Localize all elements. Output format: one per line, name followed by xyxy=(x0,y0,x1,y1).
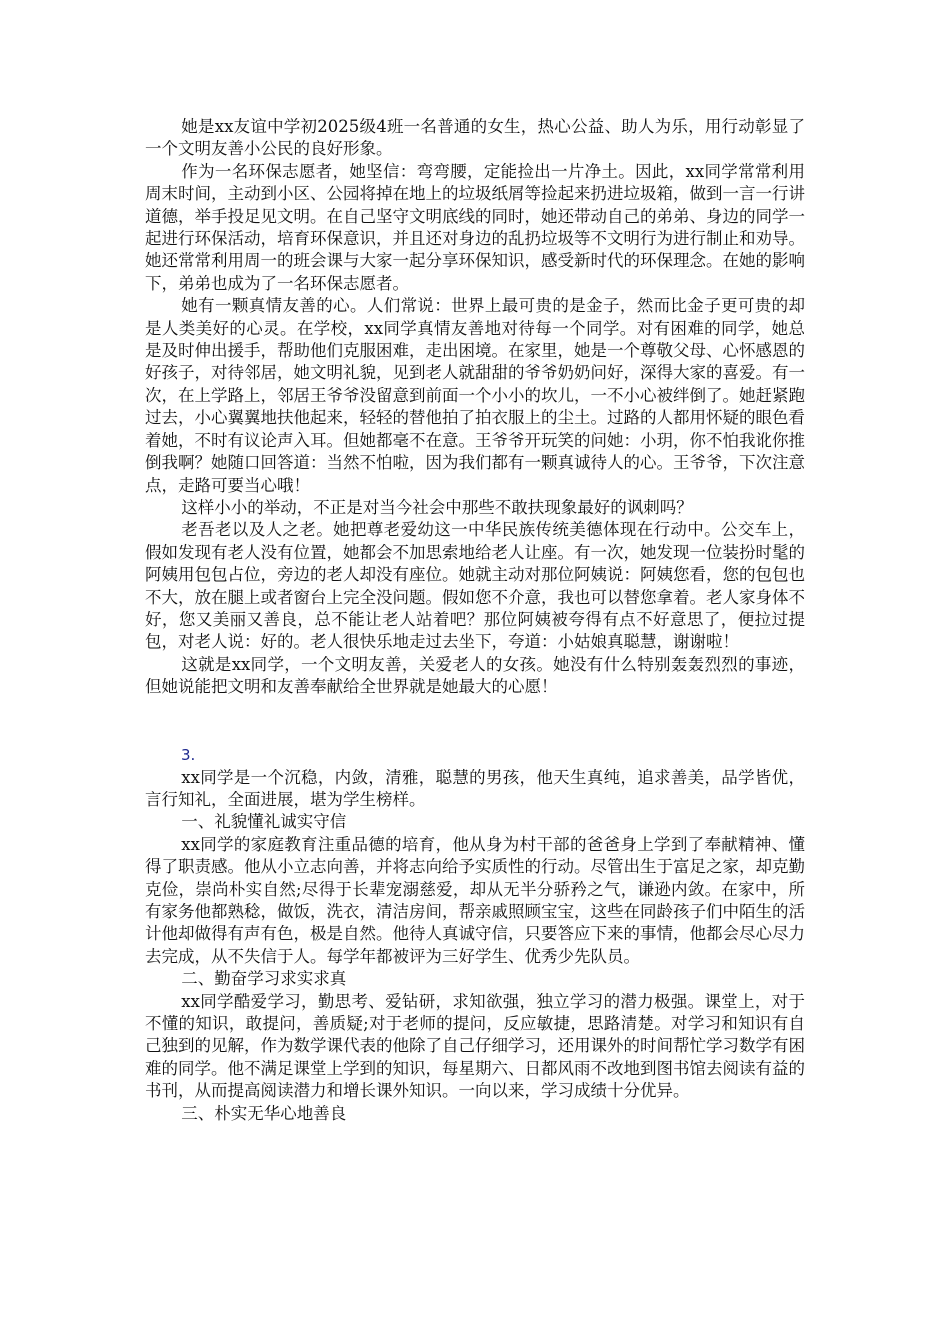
paragraph: 这样小小的举动，不正是对当今社会中那些不敢扶现象最好的讽刺吗？ xyxy=(181,497,693,517)
section-spacer xyxy=(145,699,805,743)
paragraph: xx同学是一个沉稳，内敛，清雅，聪慧的男孩，他天生真纯，追求善美，品学皆优，言行知礼，全面进展，堪为学生榜样。 xyxy=(145,767,805,809)
section-number: 3. xyxy=(181,745,196,764)
subheading: 三、朴实无华心地善良 xyxy=(181,1103,347,1123)
paragraph: xx同学酷爱学习，勤思考、爱钻研，求知欲强，独立学习的潜力极强。课堂上，对于不懂的知识，敢提问，善质疑;对于老师的提问，反应敏捷，思路清楚。对学习和知识有自己独到的见解，作为数学课代表的他除了自己仔细学习，还用课外的时间帮忙学习数学有困难的同学。他不满足课堂上学到的知识，每星期六、日都风雨不改地到图书馆去阅读有益的书刊，从而提高阅读潜力和增长课外知识。一向以来，学习成绩十分优异。 xyxy=(145,991,805,1101)
subheading: 一、礼貌懂礼诚实守信 xyxy=(181,812,347,832)
paragraph: 老吾老以及人之老。她把尊老爱幼这一中华民族传统美德体现在行动中。公交车上，假如发现有老人没有位置，她都会不加思索地给老人让座。有一次，她发现一位装扮时髦的阿姨用包包占位，旁边的老人却没有座位。她就主动对那位阿姨说：阿姨您看，您的包包也不大，放在腿上或者窗台上完全没问题。假如您不介意，我也可以替您拿着。老人家身体不好，您又美丽又善良，总不能让老人站着吧？那位阿姨被夸得有点不好意思了，便拉过提包，对老人说：好的。老人很快乐地走过去坐下，夸道：小姑娘真聪慧，谢谢啦！ xyxy=(145,520,805,652)
paragraph: 她是xx友谊中学初2025级4班一名普通的女生，热心公益、助人为乐，用行动彰显了一个文明友善小公民的良好形象。 xyxy=(145,117,805,159)
subheading: 二、勤奋学习求实求真 xyxy=(181,969,347,989)
section-1 xyxy=(145,116,805,699)
section-2 xyxy=(145,743,805,1126)
paragraph: 这就是xx同学，一个文明友善，关爱老人的女孩。她没有什么特别轰轰烈烈的事迹，但她说能把文明和友善奉献给全世界就是她最大的心愿！ xyxy=(145,654,805,697)
document-page xyxy=(145,116,805,1125)
paragraph: 她有一颗真情友善的心。人们常说：世界上最可贵的是金子，然而比金子更可贵的却是人类美好的心灵。在学校，xx同学真情友善地对待每一个同学。对有困难的同学，她总是及时伸出援手，帮助他们克服困难，走出困境。在家里，她是一个尊敬父母、心怀感恩的好孩子，对待邻居，她文明礼貌，见到老人就甜甜的爷爷奶奶问好，深得大家的喜爱。有一次，在上学路上，邻居王爷爷没留意到前面一个小小的坎儿，一不小心被绊倒了。她赶紧跑过去，小心翼翼地扶他起来，轻轻的替他拍了拍衣服上的尘土。过路的人都用怀疑的眼色看着她，不时有议论声入耳。但她都毫不在意。王爷爷开玩笑的问她：小玥，你不怕我讹你推倒我啊？她随口回答道：当然不怕啦，因为我们都有一颗真诚待人的心。王爷爷，下次注意点，走路可要当心哦！ xyxy=(145,296,805,495)
paragraph: xx同学的家庭教育注重品德的培育，他从身为村干部的爸爸身上学到了奉献精神、懂得了职责感。他从小立志向善，并将志向给予实质性的行动。尽管出生于富足之家，却克勤克俭，崇尚朴实自然;尽得于长辈宠溺慈爱，却从无半分骄矜之气，谦逊内敛。在家中，所有家务他都熟稔，做饭，洗衣，清洁房间，帮亲戚照顾宝宝，这些在同龄孩子们中陌生的活计他却做得有声有色，极是自然。他待人真诚守信，只要答应下来的事情，他都会尽心尽力去完成，从不失信于人。每学年都被评为三好学生、优秀少先队员。 xyxy=(145,834,805,966)
paragraph: 作为一名环保志愿者，她坚信：弯弯腰，定能捡出一片净土。因此，xx同学常常利用周末时间，主动到小区、公园将掉在地上的垃圾纸屑等捡起来扔进垃圾箱，做到一言一行讲道德，举手投足见文明。在自己坚守文明底线的同时，她还带动自己的弟弟、身边的同学一起进行环保活动，培育环保意识，并且还对身边的乱扔垃圾等不文明行为进行制止和劝导。她还常常利用周一的班会课与大家一起分享环保知识，感受新时代的环保理念。在她的影响下，弟弟也成为了一名环保志愿者。 xyxy=(145,161,805,293)
